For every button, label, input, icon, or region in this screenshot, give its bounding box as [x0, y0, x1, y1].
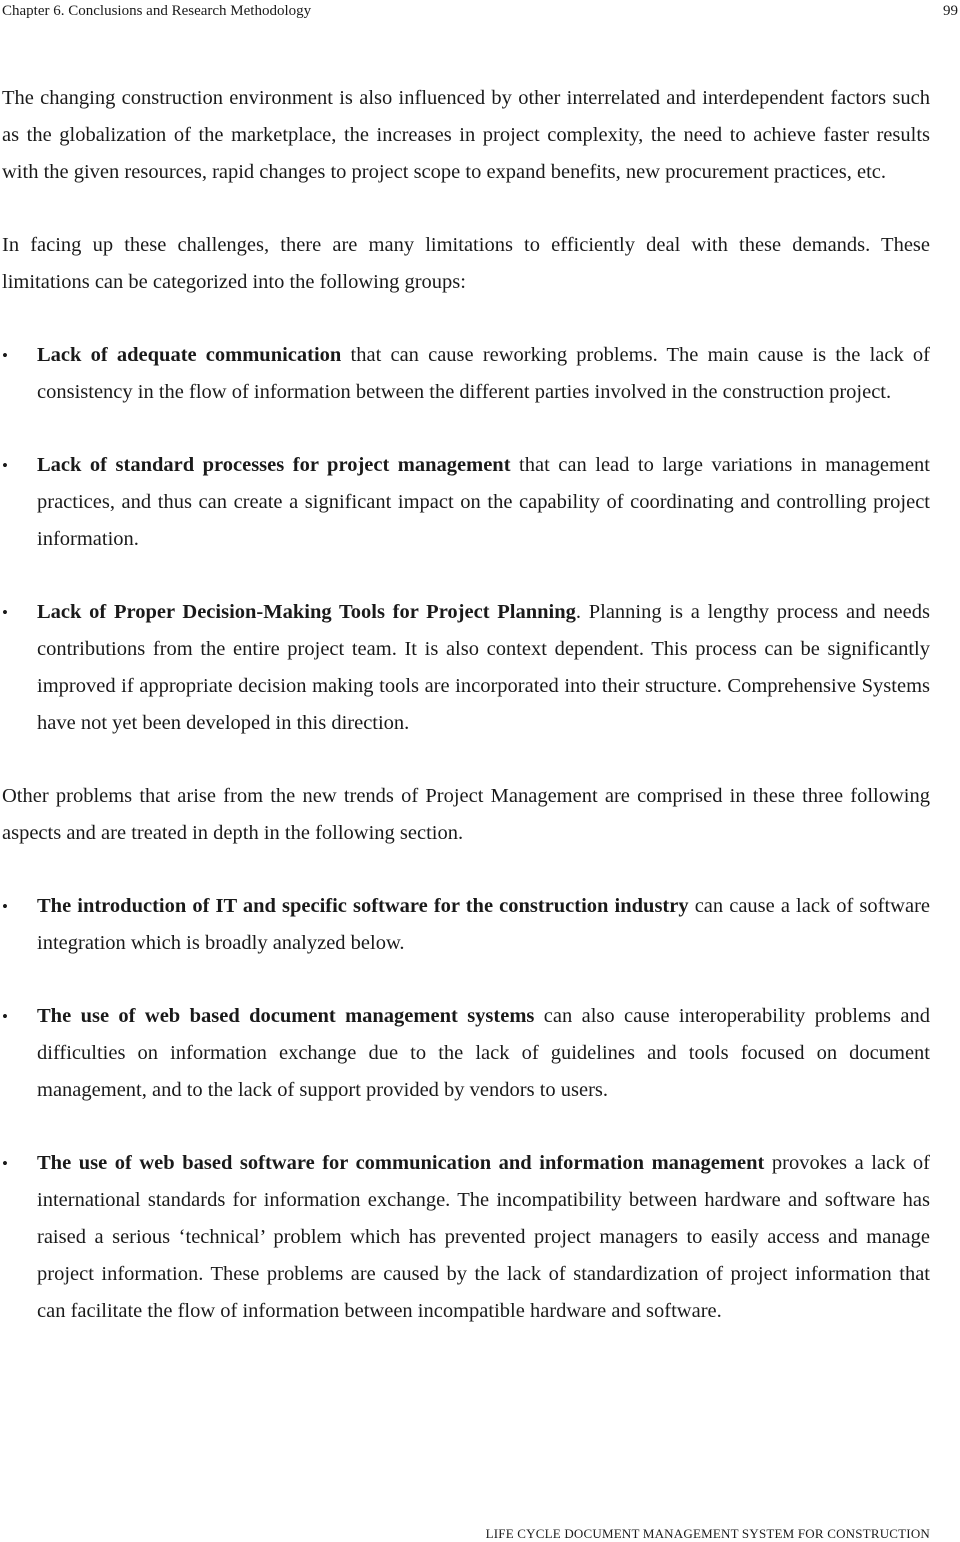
page-body — [2, 80, 930, 1366]
bullet-lead: Lack of adequate communication — [37, 344, 342, 366]
bullet-lead: Lack of standard processes for project management — [37, 454, 511, 476]
bullet-text: can also cause interoperability problems and difficulties on information exchange due to the lack of guidelines and tools focused on document management, and to the lack of support provided by vendors to users. — [37, 1005, 930, 1101]
running-footer: LIFE CYCLE DOCUMENT MANAGEMENT SYSTEM FOR CONSTRUCTION — [485, 1526, 930, 1541]
bullet-lead: The introduction of IT and specific software for the construction industry — [37, 895, 689, 917]
list-item — [2, 594, 930, 742]
chapter-title: Chapter 6. Conclusions and Research Methodology — [2, 3, 312, 19]
bullet-text: . Planning is a lengthy process and needs contributions from the entire project team. It is also context dependent. This process can be significantly improved if appropriate decision making tools are incorporated into their structure. Comprehensive Systems have not yet been developed in this direction. — [37, 601, 930, 734]
list-item — [2, 447, 930, 558]
bullet-icon: • — [2, 1007, 8, 1026]
page-number: 99 — [943, 3, 958, 19]
bullet-text: can cause a lack of software integration which is broadly analyzed below. — [37, 895, 931, 954]
bullet-lead: Lack of Proper Decision-Making Tools for Project Planning — [37, 601, 576, 623]
bullet-text: provokes a lack of international standards for information exchange. The incompatibility between hardware and software has raised a serious ‘technical’ problem which has prevented project managers to easily access and manage project information. These problems are caused by the lack of standardization of project information that can facilitate the flow of information between incompatible hardware and software. — [37, 1152, 930, 1322]
bullet-text: that can cause reworking problems. The main cause is the lack of consistency in the flow of information between the different parties involved in the construction project. — [37, 344, 931, 403]
bullet-icon: • — [2, 456, 8, 475]
list-item — [2, 888, 930, 962]
list-item — [2, 998, 930, 1109]
paragraph-other-problems: Other problems that arise from the new trends of Project Management are comprised in these three following aspects and are treated in depth in the following section. — [2, 785, 930, 844]
bullet-icon: • — [2, 897, 8, 916]
bullet-lead: The use of web based document management systems — [37, 1005, 535, 1027]
list-item — [2, 337, 930, 411]
list-item — [2, 1145, 930, 1330]
bullet-icon: • — [2, 1154, 8, 1173]
paragraph-intro: The changing construction environment is also influenced by other interrelated and interdependent factors such as the globalization of the marketplace, the increases in project complexity, the need to achieve faster results with the given resources, rapid changes to project scope to expand benefits, new procurement practices, etc. — [2, 87, 930, 183]
bullet-text: that can lead to large variations in management practices, and thus can create a significant impact on the capability of coordinating and controlling project information. — [37, 454, 930, 550]
bullet-lead: The use of web based software for communication and information management — [37, 1152, 765, 1174]
bullet-icon: • — [2, 346, 8, 365]
bullet-icon: • — [2, 603, 8, 622]
running-header — [0, 0, 960, 24]
paragraph-limitations: In facing up these challenges, there are many limitations to efficiently deal with these demands. These limitations can be categorized into the following groups: — [2, 234, 930, 293]
